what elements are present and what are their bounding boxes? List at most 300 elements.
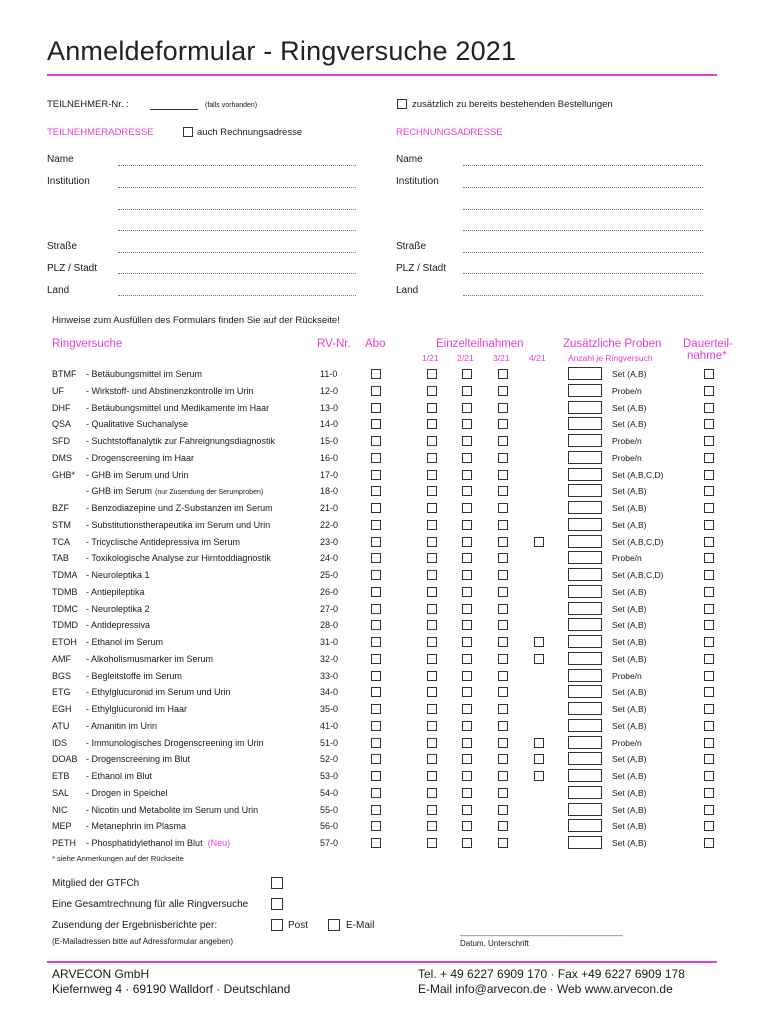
period-2-checkbox[interactable]: [462, 419, 472, 429]
country-field-right[interactable]: [463, 295, 703, 296]
abo-checkbox[interactable]: [371, 537, 381, 547]
name-field-right[interactable]: [463, 165, 703, 166]
permanent-participation-checkbox[interactable]: [704, 403, 714, 413]
abo-checkbox[interactable]: [371, 838, 381, 848]
abo-checkbox[interactable]: [371, 738, 381, 748]
rv-number: 27-0: [320, 603, 339, 614]
period-1-checkbox[interactable]: [427, 838, 437, 848]
period-2-checkbox[interactable]: [462, 453, 472, 463]
test-code: SAL: [52, 787, 70, 798]
sample-set-label: Probe/n: [612, 452, 642, 463]
period-1-checkbox[interactable]: [427, 553, 437, 563]
zip-city-field-right[interactable]: [463, 273, 703, 274]
extra-samples-input[interactable]: [568, 635, 602, 648]
permanent-participation-checkbox[interactable]: [704, 570, 714, 580]
test-description: [86, 654, 213, 664]
period-3-checkbox[interactable]: [498, 704, 508, 714]
test-description-text: - Betäubungsmittel im Serum: [86, 369, 203, 379]
table-row: [0, 501, 770, 518]
name-label-left: Name: [47, 154, 74, 165]
permanent-participation-checkbox[interactable]: [704, 821, 714, 831]
permanent-participation-checkbox[interactable]: [704, 604, 714, 614]
extra-samples-input[interactable]: [568, 585, 602, 598]
period-3-checkbox[interactable]: [498, 654, 508, 664]
period-3-checkbox[interactable]: [498, 587, 508, 597]
sample-set-label: Set (A,B,C,D): [612, 570, 664, 580]
billing-same-label: auch Rechnungsadresse: [197, 127, 303, 138]
abo-checkbox[interactable]: [371, 754, 381, 764]
extra-samples-input[interactable]: [568, 719, 602, 732]
test-description-text: - GHB im Serum und Urin: [86, 469, 189, 480]
test-description: [86, 721, 157, 731]
period-2-checkbox[interactable]: [462, 386, 472, 396]
table-row: [0, 551, 770, 568]
period-2-checkbox[interactable]: [462, 604, 472, 614]
permanent-participation-checkbox[interactable]: [704, 788, 714, 798]
abo-checkbox[interactable]: [371, 403, 381, 413]
rv-number: 21-0: [320, 503, 339, 513]
abo-checkbox[interactable]: [371, 419, 381, 429]
period-1-checkbox[interactable]: [427, 369, 437, 379]
abo-checkbox[interactable]: [371, 453, 381, 463]
extra-samples-input[interactable]: [568, 786, 602, 799]
extra-samples-input[interactable]: [568, 819, 602, 832]
period-1-checkbox[interactable]: [427, 587, 437, 597]
period-2-checkbox[interactable]: [462, 687, 472, 697]
rv-number: 22-0: [320, 519, 339, 530]
test-description-text: - Tricyclische Antidepressiva im Serum: [86, 536, 241, 547]
period-2-checkbox[interactable]: [462, 486, 472, 496]
table-row: [0, 535, 770, 552]
abo-checkbox[interactable]: [371, 687, 381, 697]
street-label-right: Straße: [396, 241, 427, 252]
period-3-checkbox[interactable]: [498, 620, 508, 630]
period-3-checkbox[interactable]: [498, 537, 508, 547]
abo-checkbox[interactable]: [371, 788, 381, 798]
permanent-participation-checkbox[interactable]: [704, 654, 714, 664]
abo-checkbox[interactable]: [371, 671, 381, 681]
street-field-right[interactable]: [463, 252, 703, 253]
period-2-checkbox[interactable]: [462, 838, 472, 848]
permanent-participation-checkbox[interactable]: [704, 620, 714, 630]
period-2-checkbox[interactable]: [462, 436, 472, 446]
rv-number: 32-0: [320, 653, 339, 664]
permanent-participation-checkbox[interactable]: [704, 687, 714, 697]
company-web: E-Mail info@arvecon.de · Web www.arvecon.de: [418, 982, 673, 996]
extra-samples-input[interactable]: [568, 652, 602, 665]
institution-label-left: Institution: [47, 176, 90, 187]
abo-checkbox[interactable]: [371, 821, 381, 831]
permanent-participation-checkbox[interactable]: [704, 520, 714, 530]
test-code: DOAB: [52, 754, 78, 765]
rv-number: 56-0: [320, 821, 339, 832]
period-1-checkbox[interactable]: [427, 805, 437, 815]
country-field-left[interactable]: [118, 295, 356, 296]
period-1-checkbox[interactable]: [427, 520, 437, 530]
permanent-participation-checkbox[interactable]: [704, 587, 714, 597]
table-row: [0, 618, 770, 635]
sample-set-label: Probe/n: [612, 385, 642, 396]
period-1-checkbox[interactable]: [427, 788, 437, 798]
period-3-checkbox[interactable]: [498, 671, 508, 681]
institution-field-right-2[interactable]: [463, 209, 703, 210]
member-checkbox[interactable]: [271, 877, 283, 889]
period-3-checkbox[interactable]: [498, 754, 508, 764]
extra-samples-input[interactable]: [568, 551, 602, 564]
test-description: [86, 738, 264, 748]
rv-number: 28-0: [320, 620, 339, 631]
signature-line[interactable]: ____________________________________: [460, 926, 623, 936]
rv-number: 57-0: [320, 838, 339, 848]
period-3-checkbox[interactable]: [498, 788, 508, 798]
test-description: [86, 403, 269, 413]
period-3-checkbox[interactable]: [498, 403, 508, 413]
street-field-left[interactable]: [118, 252, 356, 253]
extra-samples-input[interactable]: [568, 434, 602, 447]
rv-number: 24-0: [320, 553, 339, 564]
period-2-checkbox[interactable]: [462, 620, 472, 630]
sample-set-label: Set (A,B): [612, 838, 647, 848]
period-3-checkbox[interactable]: [498, 805, 508, 815]
extra-samples-input[interactable]: [568, 535, 602, 548]
permanent-participation-checkbox[interactable]: [704, 805, 714, 815]
extra-samples-input[interactable]: [568, 836, 602, 849]
permanent-participation-checkbox[interactable]: [704, 419, 714, 429]
permanent-participation-checkbox[interactable]: [704, 738, 714, 748]
extra-samples-input[interactable]: [568, 501, 602, 514]
test-code: STM: [52, 519, 71, 530]
institution-field-left-3[interactable]: [118, 230, 356, 231]
test-description: [86, 788, 168, 798]
sample-set-label: Set (A,B): [612, 503, 647, 513]
post-checkbox[interactable]: [271, 919, 283, 931]
extra-samples-input[interactable]: [568, 752, 602, 765]
sample-set-label: Probe/n: [612, 436, 642, 446]
institution-label-right: Institution: [396, 176, 439, 187]
participant-address-heading: TEILNEHMERADRESSE: [47, 127, 154, 138]
period-2-checkbox[interactable]: [462, 369, 472, 379]
permanent-participation-checkbox[interactable]: [704, 754, 714, 764]
institution-field-left-2[interactable]: [118, 209, 356, 210]
test-code: ETG: [52, 687, 71, 698]
test-description-text: - Substitutionstherapeutika im Serum und Urin: [86, 519, 271, 530]
extra-samples-input[interactable]: [568, 367, 602, 380]
period-3-checkbox[interactable]: [498, 419, 508, 429]
extra-samples-input[interactable]: [568, 451, 602, 464]
extra-samples-input[interactable]: [568, 769, 602, 782]
test-code: AMF: [52, 653, 71, 664]
period-2-checkbox[interactable]: [462, 721, 472, 731]
abo-checkbox[interactable]: [371, 637, 381, 647]
period-1-checkbox[interactable]: [427, 604, 437, 614]
table-row: [0, 719, 770, 736]
period-4-checkbox[interactable]: [534, 537, 544, 547]
period-1-checkbox[interactable]: [427, 403, 437, 413]
period-3-checkbox[interactable]: [498, 470, 508, 480]
period-1-checkbox[interactable]: [427, 821, 437, 831]
period-1-checkbox[interactable]: [427, 453, 437, 463]
period-2-checkbox[interactable]: [462, 738, 472, 748]
extra-samples-subheading: Anzahl je Ringversuch: [568, 353, 653, 363]
footer-rule: [47, 961, 717, 963]
period-3-checkbox[interactable]: [498, 369, 508, 379]
result-delivery-label: Zusendung der Ergebnisberichte per:: [52, 920, 218, 931]
institution-field-left[interactable]: [118, 187, 356, 188]
period-1-checkbox[interactable]: [427, 620, 437, 630]
period-4-checkbox[interactable]: [534, 637, 544, 647]
permanent-participation-checkbox[interactable]: [704, 671, 714, 681]
table-row: [0, 518, 770, 535]
permanent-participation-checkbox[interactable]: [704, 553, 714, 563]
test-description: [86, 386, 253, 396]
test-description: [86, 587, 145, 597]
period-3-checkbox[interactable]: [498, 838, 508, 848]
abo-checkbox[interactable]: [371, 587, 381, 597]
test-description: [86, 470, 189, 480]
billing-same-checkbox[interactable]: [183, 127, 193, 137]
period-1-checkbox[interactable]: [427, 704, 437, 714]
zip-city-field-left[interactable]: [118, 273, 356, 274]
period-1-checkbox[interactable]: [427, 637, 437, 647]
permanent-participation-checkbox[interactable]: [704, 486, 714, 496]
abo-checkbox[interactable]: [371, 470, 381, 480]
abo-checkbox[interactable]: [371, 771, 381, 781]
rv-number: 52-0: [320, 754, 339, 765]
extra-samples-input[interactable]: [568, 685, 602, 698]
permanent-participation-checkbox[interactable]: [704, 721, 714, 731]
period-1-checkbox[interactable]: [427, 386, 437, 396]
extra-samples-input[interactable]: [568, 602, 602, 615]
period-2-checkbox[interactable]: [462, 587, 472, 597]
period-4-checkbox[interactable]: [534, 754, 544, 764]
sample-set-label: Set (A,B): [612, 637, 647, 647]
test-code: TDMD: [52, 620, 78, 631]
period-1-checkbox[interactable]: [427, 436, 437, 446]
extra-samples-input[interactable]: [568, 417, 602, 430]
abo-checkbox[interactable]: [371, 704, 381, 714]
table-row: [0, 786, 770, 803]
abo-checkbox[interactable]: [371, 721, 381, 731]
period-3-checkbox[interactable]: [498, 637, 508, 647]
permanent-participation-checkbox[interactable]: [704, 470, 714, 480]
abo-checkbox[interactable]: [371, 369, 381, 379]
abo-checkbox[interactable]: [371, 520, 381, 530]
test-code: TAB: [52, 553, 69, 564]
period-2-checkbox[interactable]: [462, 754, 472, 764]
post-label: Post: [288, 920, 309, 931]
table-row: [0, 752, 770, 769]
period-2-checkbox[interactable]: [462, 821, 472, 831]
period-2-checkbox[interactable]: [462, 654, 472, 664]
abo-heading: Abo: [365, 338, 386, 350]
sample-set-label: Set (A,B): [612, 369, 647, 379]
period-3-checkbox[interactable]: [498, 503, 508, 513]
test-description-text: - Ethylglucuronid im Haar: [86, 704, 188, 714]
abo-checkbox[interactable]: [371, 654, 381, 664]
period-2-checkbox[interactable]: [462, 537, 472, 547]
period-3-checkbox[interactable]: [498, 570, 508, 580]
period-1-heading: 1/21: [422, 353, 439, 363]
period-2-checkbox[interactable]: [462, 788, 472, 798]
period-3-checkbox[interactable]: [498, 386, 508, 396]
institution-field-right-3[interactable]: [463, 230, 703, 231]
period-1-checkbox[interactable]: [427, 470, 437, 480]
period-4-checkbox[interactable]: [534, 738, 544, 748]
rv-number: 41-0: [320, 720, 339, 731]
extra-samples-input[interactable]: [568, 702, 602, 715]
test-code: SFD: [52, 436, 70, 446]
period-1-checkbox[interactable]: [427, 419, 437, 429]
test-code: GHB*: [52, 469, 76, 480]
period-3-checkbox[interactable]: [498, 821, 508, 831]
period-1-checkbox[interactable]: [427, 486, 437, 496]
period-2-checkbox[interactable]: [462, 470, 472, 480]
abo-checkbox[interactable]: [371, 503, 381, 513]
table-row: [0, 836, 770, 853]
abo-checkbox[interactable]: [371, 386, 381, 396]
period-2-checkbox[interactable]: [462, 771, 472, 781]
permanent-participation-checkbox[interactable]: [704, 369, 714, 379]
permanent-participation-checkbox[interactable]: [704, 386, 714, 396]
period-2-checkbox[interactable]: [462, 503, 472, 513]
period-2-checkbox[interactable]: [462, 671, 472, 681]
extra-samples-input[interactable]: [568, 803, 602, 816]
extra-samples-input[interactable]: [568, 401, 602, 414]
extra-samples-input[interactable]: [568, 484, 602, 497]
test-description-text: - Drogenscreening im Blut: [86, 754, 191, 765]
table-row: [0, 468, 770, 485]
permanent-participation-checkbox[interactable]: [704, 453, 714, 463]
period-2-checkbox[interactable]: [462, 520, 472, 530]
street-label-left: Straße: [47, 241, 78, 252]
sample-set-label: Set (A,B): [612, 821, 647, 832]
period-3-checkbox[interactable]: [498, 771, 508, 781]
period-1-checkbox[interactable]: [427, 721, 437, 731]
table-row: [0, 685, 770, 702]
test-description: [86, 553, 271, 563]
company-phone: Tel. + 49 6227 6909 170 · Fax +49 6227 6909 178: [418, 967, 685, 981]
period-1-checkbox[interactable]: [427, 687, 437, 697]
period-2-checkbox[interactable]: [462, 704, 472, 714]
permanent-participation-checkbox[interactable]: [704, 838, 714, 848]
abo-checkbox[interactable]: [371, 436, 381, 446]
period-1-checkbox[interactable]: [427, 671, 437, 681]
email-checkbox[interactable]: [328, 919, 340, 931]
period-2-checkbox[interactable]: [462, 637, 472, 647]
email-label: E-Mail: [346, 920, 375, 931]
test-description-text: - Qualitative Suchanalyse: [86, 419, 189, 430]
period-3-checkbox[interactable]: [498, 486, 508, 496]
test-description-text: - Neuroleptika 2: [86, 603, 150, 614]
period-1-checkbox[interactable]: [427, 570, 437, 580]
period-2-checkbox[interactable]: [462, 403, 472, 413]
period-4-checkbox[interactable]: [534, 771, 544, 781]
rv-number: 55-0: [320, 804, 339, 815]
permanent-participation-checkbox[interactable]: [704, 537, 714, 547]
table-row: [0, 769, 770, 786]
abo-checkbox[interactable]: [371, 486, 381, 496]
period-3-checkbox[interactable]: [498, 721, 508, 731]
sample-set-label: Set (A,B): [612, 754, 647, 765]
period-2-checkbox[interactable]: [462, 570, 472, 580]
period-1-checkbox[interactable]: [427, 537, 437, 547]
member-label: Mitglied der GTFCh: [52, 878, 140, 889]
period-2-checkbox[interactable]: [462, 805, 472, 815]
extra-samples-heading: Zusätzliche Proben: [563, 338, 662, 350]
additional-order-checkbox[interactable]: [397, 99, 407, 109]
period-1-checkbox[interactable]: [427, 754, 437, 764]
sample-set-label: Set (A,B): [612, 720, 647, 731]
test-code: TDMC: [52, 603, 78, 614]
extra-samples-input[interactable]: [568, 736, 602, 749]
extra-samples-input[interactable]: [568, 568, 602, 581]
abo-checkbox[interactable]: [371, 620, 381, 630]
test-description: [86, 486, 263, 496]
permanent-participation-checkbox[interactable]: [704, 503, 714, 513]
test-description-note: (nur Zusendung der Serumproben): [155, 489, 264, 497]
period-3-checkbox[interactable]: [498, 604, 508, 614]
abo-checkbox[interactable]: [371, 604, 381, 614]
test-description: [86, 436, 275, 446]
rv-number: 14-0: [320, 419, 339, 430]
extra-samples-input[interactable]: [568, 669, 602, 682]
test-code: PETH: [52, 838, 77, 848]
test-code: ATU: [52, 720, 70, 731]
period-1-checkbox[interactable]: [427, 738, 437, 748]
period-2-checkbox[interactable]: [462, 553, 472, 563]
abo-checkbox[interactable]: [371, 805, 381, 815]
permanent-participation-checkbox[interactable]: [704, 436, 714, 446]
extra-samples-input[interactable]: [568, 384, 602, 397]
abo-checkbox[interactable]: [371, 570, 381, 580]
period-1-checkbox[interactable]: [427, 503, 437, 513]
period-1-checkbox[interactable]: [427, 654, 437, 664]
test-description-text: - Immunologisches Drogenscreening im Urin: [86, 737, 264, 748]
sample-set-label: Set (A,B): [612, 402, 647, 413]
permanent-participation-checkbox[interactable]: [704, 704, 714, 714]
extra-samples-input[interactable]: [568, 468, 602, 481]
email-note: (E-Mailadressen bitte auf Adressformular angeben): [52, 937, 233, 946]
name-field-left[interactable]: [118, 165, 356, 166]
test-description: [86, 838, 230, 848]
combined-invoice-checkbox[interactable]: [271, 898, 283, 910]
period-4-checkbox[interactable]: [534, 654, 544, 664]
table-row: [0, 669, 770, 686]
new-badge: (Neu): [207, 838, 231, 848]
period-3-checkbox[interactable]: [498, 436, 508, 446]
period-3-checkbox[interactable]: [498, 520, 508, 530]
institution-field-right[interactable]: [463, 187, 703, 188]
table-row: [0, 417, 770, 434]
period-1-checkbox[interactable]: [427, 771, 437, 781]
participant-number-field[interactable]: [150, 109, 198, 110]
test-description: [86, 754, 190, 764]
permanent-participation-checkbox[interactable]: [704, 637, 714, 647]
extra-samples-input[interactable]: [568, 518, 602, 531]
test-description: [86, 503, 273, 513]
period-3-checkbox[interactable]: [498, 738, 508, 748]
test-description-text: - Wirkstoff- und Abstinenzkontrolle im Urin: [86, 385, 254, 396]
permanent-participation-checkbox[interactable]: [704, 771, 714, 781]
test-description: [86, 671, 182, 681]
abo-checkbox[interactable]: [371, 553, 381, 563]
extra-samples-input[interactable]: [568, 618, 602, 631]
test-code: TDMB: [52, 586, 78, 597]
sample-set-label: Set (A,B,C,D): [612, 536, 664, 547]
period-3-checkbox[interactable]: [498, 453, 508, 463]
period-3-checkbox[interactable]: [498, 687, 508, 697]
period-3-checkbox[interactable]: [498, 553, 508, 563]
